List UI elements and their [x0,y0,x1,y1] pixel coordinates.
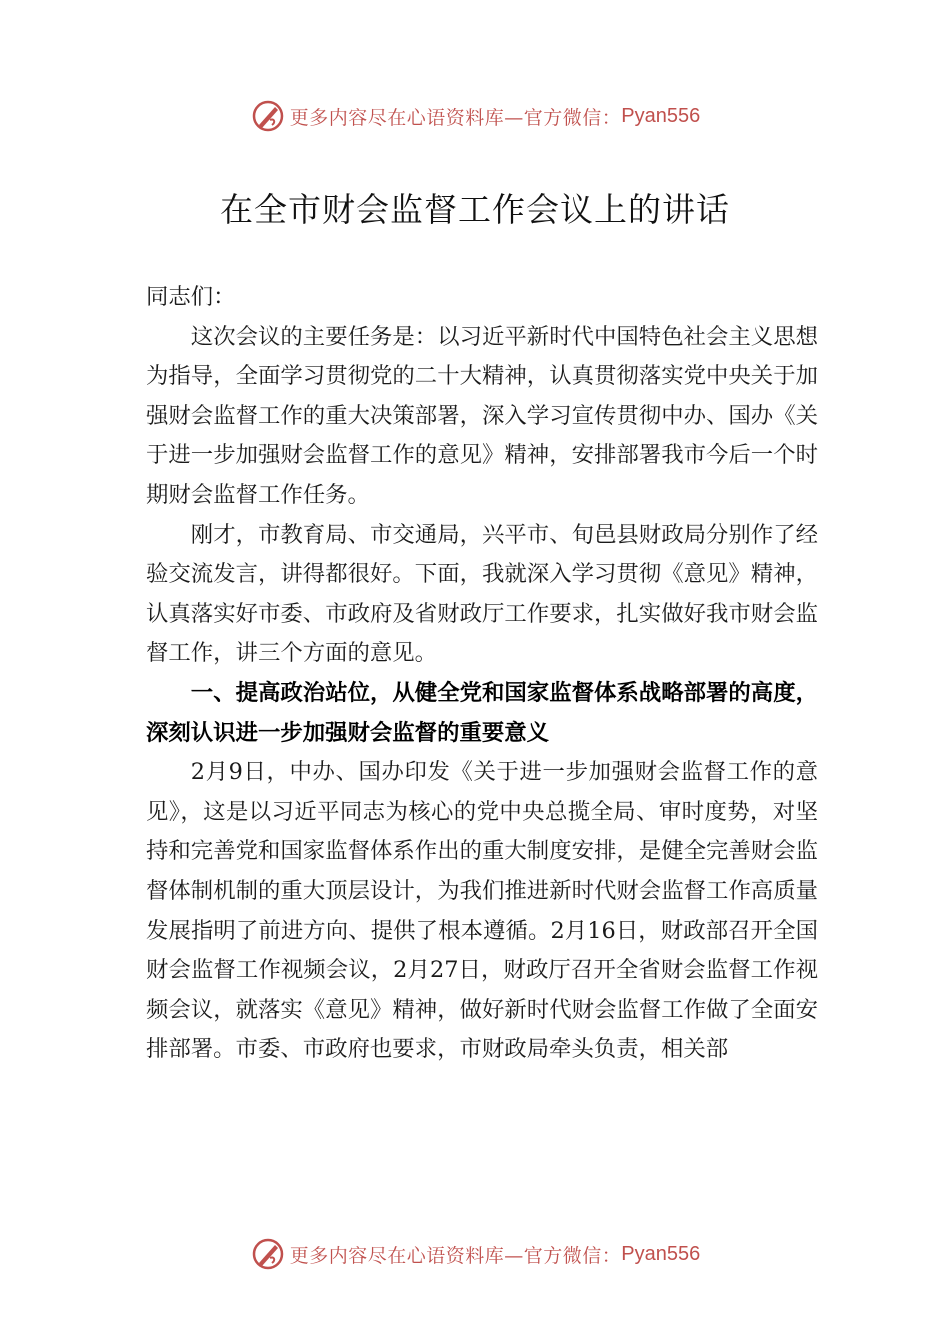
watermark-wechat-id: Pyan556 [621,104,701,127]
document-body [146,278,818,1070]
pen-seal-logo-icon [250,98,286,134]
section-heading: 一、提高政治站位，从健全党和国家监督体系战略部署的高度，深刻认识进一步加强财会监督的重要意义 [146,679,818,746]
watermark-text: 更多内容尽在心语资料库—官方微信： [289,1244,622,1267]
pen-seal-logo-icon [250,1236,286,1272]
paragraph: 这次会议的主要任务是：以习近平新时代中国特色社会主义思想为指导，全面学习贯彻党的二十大精神，认真贯彻落实党中央关于加强财会监督工作的重大决策部署，深入学习宣传贯彻中办、国办《关于进一步加强财会监督工作的意见》精神，安排部署我市今后一个时期财会监督工作任务。 [146,323,818,508]
document-title: 在全市财会监督工作会议上的讲话 [220,190,730,229]
footer-watermark [0,1230,950,1278]
header-watermark [0,92,950,140]
paragraph: 2月9日，中办、国办印发《关于进一步加强财会监督工作的意见》，这是以习近平同志为核心的党中央总揽全局、审时度势，对坚持和完善党和国家监督体系作出的重大制度安排，是健全完善财会监督体制机制的重大顶层设计，为我们推进新时代财会监督工作高质量发展指明了前进方向、提供了根本遵循。2月16日，财政部召开全国财会监督工作视频会议，2月27日，财政厅召开全省财会监督工作视频会议，就落实《意见》精神，做好新时代财会监督工作做了全面安排部署。市委、市政府也要求，市财政局牵头负责，相关部 [146,759,818,1063]
watermark-wechat-id: Pyan556 [621,1242,701,1265]
salutation: 同志们： [146,284,236,310]
paragraph: 刚才，市教育局、市交通局，兴平市、旬邑县财政局分别作了经验交流发言，讲得都很好。下面，我就深入学习贯彻《意见》精神，认真落实好市委、市政府及省财政厅工作要求，扎实做好我市财会监督工作，讲三个方面的意见。 [146,521,818,667]
watermark-text: 更多内容尽在心语资料库—官方微信： [289,106,622,129]
